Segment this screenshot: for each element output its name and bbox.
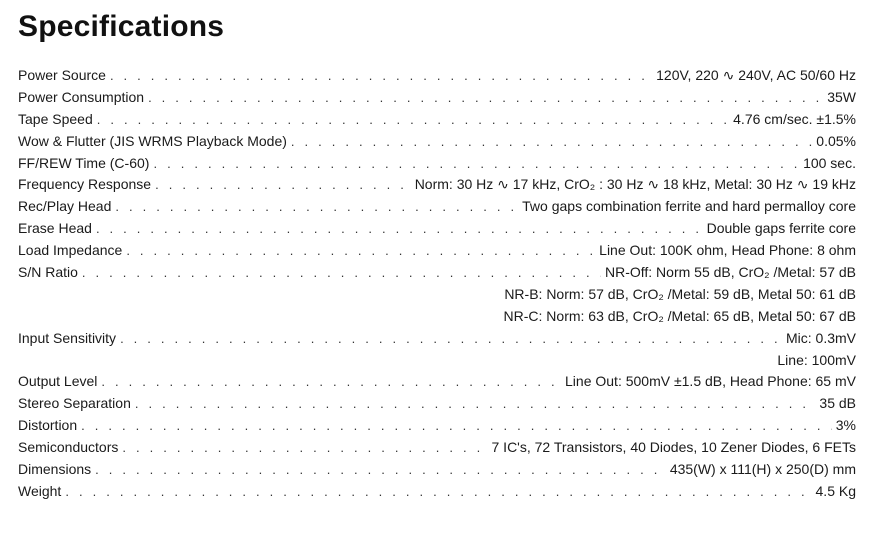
spec-label: Erase Head (18, 220, 92, 237)
dot-leader (110, 65, 652, 87)
spec-value: 7 IC's, 72 Transistors, 40 Diodes, 10 Zener Diodes, 6 FETs (491, 439, 856, 456)
spec-label: FF/REW Time (C-60) (18, 154, 150, 171)
spec-label: Input Sensitivity (18, 329, 117, 346)
spec-row-power-source (18, 65, 856, 87)
spec-label: Stereo Separation (18, 395, 131, 412)
spec-value: 120V, 220 ∿ 240V, AC 50/60 Hz (656, 67, 856, 83)
dot-leader (101, 371, 561, 393)
spec-row-dimensions (18, 459, 856, 481)
spec-value: NR-B: Norm: 57 dB, CrO₂ /Metal: 59 dB, Metal 50: 61 dB (504, 285, 856, 302)
spec-row-power-consumption (18, 87, 856, 109)
spec-label: Frequency Response (18, 176, 152, 193)
spec-row-stereo-separation (18, 393, 856, 415)
specifications-list (18, 65, 856, 503)
spec-value: Double gaps ferrite core (706, 220, 856, 237)
dot-leader (153, 153, 799, 175)
spec-label: Semiconductors (18, 439, 119, 456)
spec-row-sn-ratio-nr-c (18, 306, 856, 328)
dot-leader (115, 196, 518, 218)
spec-value: Two gaps combination ferrite and hard permalloy core (522, 198, 856, 215)
spec-label: Power Consumption (18, 88, 145, 105)
spec-row-output-level (18, 371, 856, 393)
dot-leader (291, 131, 812, 153)
spec-value: 3% (835, 417, 856, 434)
dot-leader (122, 437, 487, 459)
spec-row-sn-ratio-nr-b (18, 284, 856, 306)
spec-label: Distortion (18, 417, 78, 434)
spec-label: Dimensions (18, 461, 92, 478)
spec-label: S/N Ratio (18, 264, 78, 281)
spec-value: Line Out: 500mV ±1.5 dB, Head Phone: 65 mV (565, 373, 856, 390)
spec-value: 4.5 Kg (815, 482, 856, 499)
dot-leader (126, 240, 595, 262)
spec-row-distortion (18, 415, 856, 437)
dot-leader (97, 109, 729, 131)
dot-leader (65, 481, 811, 503)
spec-row-tape-speed (18, 109, 856, 131)
spec-value: 100 sec. (803, 154, 856, 171)
spec-label: Rec/Play Head (18, 198, 112, 215)
dot-leader (148, 87, 823, 109)
spec-label: Power Source (18, 67, 106, 83)
spec-row-rec-play-head (18, 196, 856, 218)
spec-value: Line Out: 100K ohm, Head Phone: 8 ohm (599, 242, 856, 259)
dot-leader (96, 218, 703, 240)
spec-row-input-sensitivity-line (18, 350, 856, 372)
spec-row-semiconductors (18, 437, 856, 459)
spec-value: 4.76 cm/sec. ±1.5% (733, 110, 856, 127)
spec-row-weight (18, 481, 856, 503)
spec-label: Tape Speed (18, 110, 93, 127)
spec-row-load-impedance (18, 240, 856, 262)
spec-value: 0.05% (816, 132, 856, 149)
spec-label: Load Impedance (18, 242, 123, 259)
spec-row-frequency-response (18, 174, 856, 196)
spec-value: Line: 100mV (777, 351, 856, 368)
dot-leader (81, 415, 832, 437)
spec-row-sn-ratio (18, 262, 856, 284)
spec-value: NR-C: Norm: 63 dB, CrO₂ /Metal: 65 dB, Metal 50: 67 dB (503, 307, 856, 324)
spec-row-wow-flutter (18, 131, 856, 153)
spec-value: 35W (827, 88, 856, 105)
dot-leader (82, 262, 601, 284)
spec-label: Wow & Flutter (JIS WRMS Playback Mode) (18, 132, 287, 149)
spec-row-erase-head (18, 218, 856, 240)
dot-leader (155, 174, 411, 196)
spec-row-ff-rew-time (18, 153, 856, 175)
spec-row-input-sensitivity (18, 328, 856, 350)
spec-label: Weight (18, 482, 62, 499)
page-title: Specifications (18, 10, 225, 43)
spec-value: Norm: 30 Hz ∿ 17 kHz, CrO₂ : 30 Hz ∿ 18 kHz, Metal: 30 Hz ∿ 19 kHz (414, 176, 856, 193)
spec-value: 435(W) x 111(H) x 250(D) mm (669, 461, 856, 478)
dot-leader (95, 459, 666, 481)
spec-value: Mic: 0.3mV (785, 329, 856, 346)
dot-leader (120, 328, 782, 350)
dot-leader (135, 393, 816, 415)
spec-label: Output Level (18, 373, 98, 390)
spec-value: NR-Off: Norm 55 dB, CrO₂ /Metal: 57 dB (604, 264, 856, 281)
spec-value: 35 dB (819, 395, 856, 412)
